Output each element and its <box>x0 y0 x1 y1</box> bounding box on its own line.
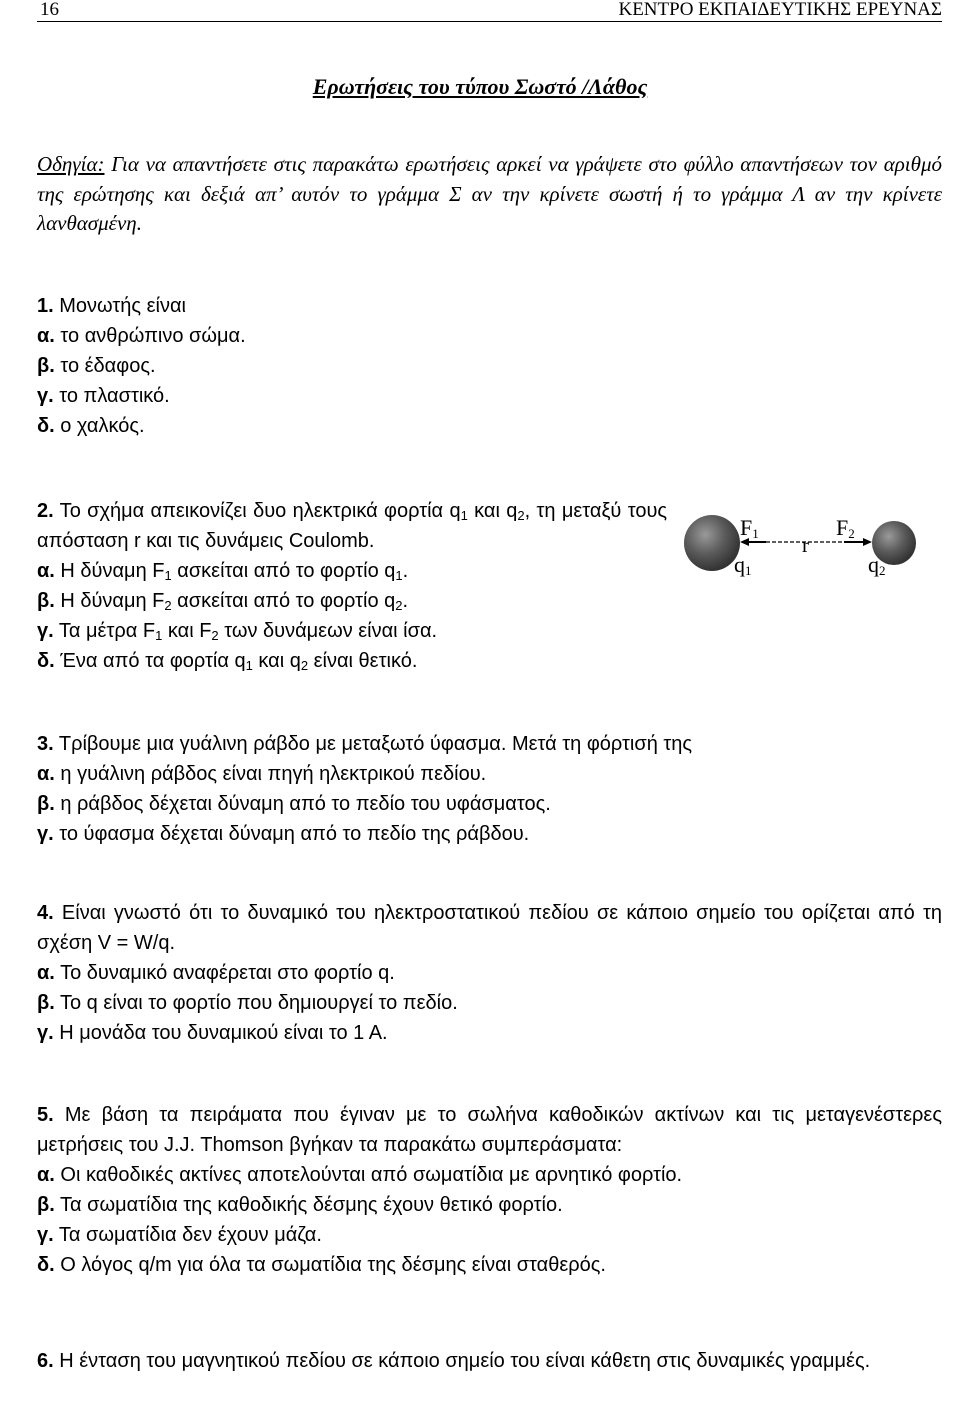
question-number: 5. <box>37 1104 54 1126</box>
option-b: β. Τα σωματίδια της καθοδικής δέσμης έχουν θετικό φορτίο. <box>37 1194 563 1216</box>
instruction <box>37 150 942 239</box>
question-6 <box>37 1346 942 1376</box>
question-2: 2. Το σχήμα απεικονίζει δυο ηλεκτρικά φορτία $q_1$ και $q_2$, τη μεταξύ τους απόσταση r και τις δυνάμεις Coulomb. α. Η δύναμη $F_1$ ασκείται από το φορτίο $q_1$. β. Η δύναμη $F_2$ ασκείται από το φορτίο $q_2$. γ. Τα μέτρα $F_1$ και $F_2$ των δυνάμεων είναι ίσα. δ. Ένα από τα φορτία $q_1$ και $q_2$ είναι θετικό. <box>37 496 667 676</box>
question-3 <box>37 729 942 849</box>
label-q2: q2 <box>868 552 886 578</box>
header-rule <box>37 21 942 22</box>
instruction-label: Οδηγία: <box>37 152 105 176</box>
option-a: α. το ανθρώπινο σώμα. <box>37 325 246 347</box>
option-a: α. Το δυναμικό αναφέρεται στο φορτίο q. <box>37 962 395 984</box>
charge-sphere-1 <box>684 515 740 571</box>
option-a: α. η γυάλινη ράβδος είναι πηγή ηλεκτρικού πεδίου. <box>37 763 487 785</box>
option-d: δ. Ένα από τα φορτία $q_1$ και $q_2$ είναι θετικό. <box>37 650 418 673</box>
label-r: r <box>802 533 809 557</box>
question-stem: Μονωτής είναι <box>59 295 186 317</box>
page-number: 16 <box>40 0 59 20</box>
question-1 <box>37 291 942 441</box>
label-f1: F1 <box>740 515 759 541</box>
option-b: β. Η δύναμη $F_2$ ασκείται από το φορτίο $q_2$. <box>37 590 409 613</box>
instruction-text: Για να απαντήσετε στις παρακάτω ερωτήσεις αρκεί να γράψετε στο φύλλο απαντήσεων τον αριθμό της ερώτησης και δεξιά απ’ αυτόν το γράμμα Σ αν την κρίνετε σωστή ή το γράμμα Λ αν την κρίνετε λανθασμένη. <box>37 152 942 235</box>
question-number: 6. <box>37 1350 54 1372</box>
option-a: α. Η δύναμη $F_1$ ασκείται από το φορτίο $q_1$. <box>37 560 409 583</box>
question-5 <box>37 1100 942 1280</box>
header-title: ΚΕΝΤΡΟ ΕΚΠΑΙΔΕΥΤΙΚΗΣ ΕΡΕΥΝΑΣ <box>618 0 942 20</box>
option-c: γ. το ύφασμα δέχεται δύναμη από το πεδίο της ράβδου. <box>37 823 530 845</box>
page-header <box>40 0 942 20</box>
option-b: β. η ράβδος δέχεται δύναμη από το πεδίο του υφάσματος. <box>37 793 551 815</box>
question-4 <box>37 898 942 1048</box>
question-stem: Με βάση τα πειράματα που έγιναν με το σωλήνα καθοδικών ακτίνων και τις μεταγενέστερες μετρήσεις του J.J. Thomson βγήκαν τα παρακάτω συμπεράσματα: <box>37 1104 942 1156</box>
option-d: δ. ο χαλκός. <box>37 415 145 437</box>
option-c: γ. Τα μέτρα $F_1$ και $F_2$ των δυνάμεων είναι ίσα. <box>37 620 438 643</box>
option-b: β. Το q είναι το φορτίο που δημιουργεί το πεδίο. <box>37 992 458 1014</box>
option-b: β. το έδαφος. <box>37 355 156 377</box>
label-f2: F2 <box>836 515 855 541</box>
question-number: 1. <box>37 295 54 317</box>
option-a: α. Οι καθοδικές ακτίνες αποτελούνται από σωματίδια με αρνητικό φορτίο. <box>37 1164 683 1186</box>
option-c: γ. Η μονάδα του δυναμικού είναι το 1 Α. <box>37 1022 388 1044</box>
question-number: 4. <box>37 902 54 924</box>
question-number: 3. <box>37 733 54 755</box>
label-q1: q1 <box>734 552 752 578</box>
option-d: δ. Ο λόγος q/m για όλα τα σωματίδια της δέσμης είναι σταθερός. <box>37 1254 606 1276</box>
question-stem: Τρίβουμε μια γυάλινη ράβδο με μεταξωτό ύφασμα. Μετά τη φόρτισή της <box>58 733 693 755</box>
option-c: γ. το πλαστικό. <box>37 385 170 407</box>
option-c: γ. Τα σωματίδια δεν έχουν μάζα. <box>37 1224 322 1246</box>
question-stem: Η ένταση του μαγνητικού πεδίου σε κάποιο σημείο του είναι κάθετη στις δυναμικές γραμμές. <box>59 1350 871 1372</box>
section-title: Ερωτήσεις του τύπου Σωστό /Λάθος <box>312 74 648 99</box>
arrowhead-icon <box>863 538 872 546</box>
coulomb-diagram <box>678 508 918 588</box>
question-number: 2. <box>37 500 54 522</box>
question-stem: Είναι γνωστό ότι το δυναμικό του ηλεκτροστατικού πεδίου σε κάποιο σημείο του ορίζεται από τη σχέση V = W/q. <box>37 902 942 954</box>
